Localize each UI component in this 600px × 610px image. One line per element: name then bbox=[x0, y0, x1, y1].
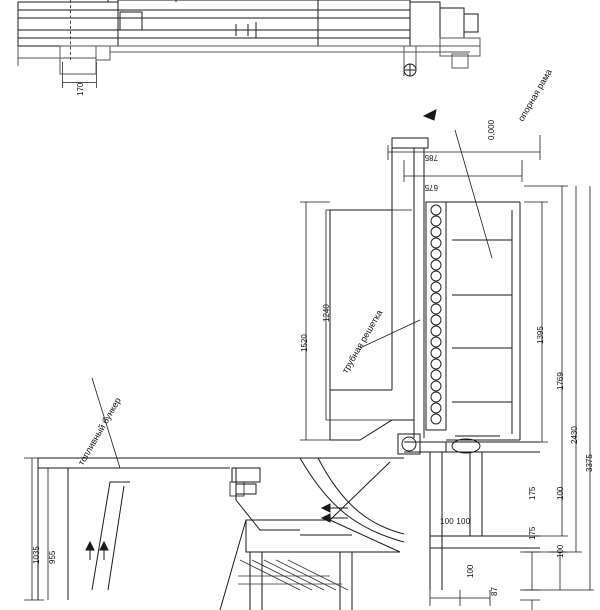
dim-1035: 1035 bbox=[32, 546, 41, 564]
dim-955: 955 bbox=[48, 550, 57, 564]
dimension-lines-svg bbox=[0, 90, 600, 610]
dim-1520: 1520 bbox=[300, 334, 309, 352]
label-toplivnyy-bunker: топливный бункер bbox=[76, 395, 123, 467]
label-opornaya-rama: опорная рама bbox=[516, 67, 554, 123]
dim-line-170 bbox=[62, 82, 96, 83]
dim-170: 170 bbox=[76, 82, 85, 96]
dim-1769: 1769 bbox=[556, 372, 565, 390]
dim-2430: 2430 bbox=[570, 426, 579, 444]
section-line bbox=[70, 0, 71, 60]
dim-175b: 175 bbox=[528, 526, 537, 540]
dim-785: 785 bbox=[424, 153, 438, 162]
dim-3375: 3375 bbox=[585, 454, 594, 472]
label-trubnaya-reshetka-1: трубная решетка bbox=[340, 308, 385, 375]
dim-100a: 100 bbox=[556, 486, 565, 500]
ext-line-a bbox=[62, 62, 63, 88]
dim-87: 87 bbox=[490, 587, 499, 596]
dim-175a: 175 bbox=[528, 486, 537, 500]
dim-1395: 1395 bbox=[536, 326, 545, 344]
ext-line-b bbox=[96, 62, 97, 88]
dim-100c: 100 bbox=[466, 564, 475, 578]
dim-0000: 0,000 bbox=[487, 119, 496, 140]
dim-675: 675 bbox=[424, 183, 438, 192]
dim-1240: 1240 bbox=[322, 304, 331, 322]
dim-100b: 100 bbox=[556, 544, 565, 558]
top-view-svg bbox=[0, 0, 600, 100]
dim-100-100: 100 100 bbox=[440, 517, 471, 526]
